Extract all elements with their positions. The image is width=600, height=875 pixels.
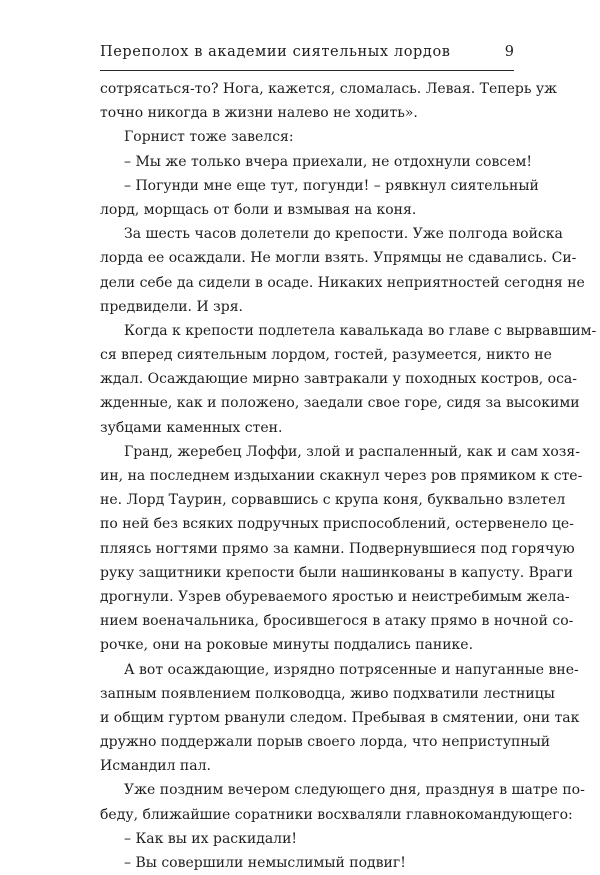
- header-rule: [100, 70, 514, 71]
- text-line: не. Лорд Таурин, сорвавшись с крупа коня, буквально взлетел: [100, 492, 566, 509]
- text-line: – Как вы их раскидали!: [124, 830, 298, 847]
- text-line: ся вперед сиятельным лордом, гостей, разумеется, никто не: [100, 347, 552, 364]
- text-line: нием военачальника, бросившегося в атаку прямо в ночной со-: [100, 613, 574, 630]
- text-line: и общим гуртом рванули следом. Пребывая в смятении, они так: [100, 709, 580, 726]
- text-line: – Погунди мне еще тут, погунди! – рявкнул сиятельный: [124, 177, 539, 194]
- text-line: Гранд, жеребец Лоффи, злой и распаленный, как и сам хозя-: [124, 443, 580, 460]
- text-line: руку защитники крепости были нашинкованы в капусту. Враги: [100, 564, 573, 581]
- text-line: Когда к крепости подлетела кавалькада во главе с вырвавшим-: [124, 322, 597, 339]
- text-line: – Вы совершили немыслимый подвиг!: [124, 855, 406, 871]
- text-line: дружно поддержали порыв своего лорда, что неприступный: [100, 734, 551, 751]
- text-line: ждал. Осаждающие мирно завтракали у походных костров, оса-: [100, 371, 577, 388]
- text-line: запным появлением полководца, живо подхватили лестницы: [100, 685, 555, 702]
- text-line: Исмандил пал.: [100, 758, 211, 775]
- text-line: по ней без всяких подручных приспособлений, остервенело це-: [100, 516, 574, 533]
- text-line: За шесть часов долетели до крепости. Уже полгода войска: [124, 226, 563, 243]
- text-line: зубцами каменных стен.: [100, 419, 283, 436]
- text-line: лорд, морщась от боли и взмывая на коня.: [100, 201, 417, 218]
- text-line: пляясь ногтями прямо за камни. Подвернувшиеся под горячую: [100, 540, 575, 557]
- text-line: жденные, как и положено, заедали свое горе, сидя за высокими: [100, 395, 580, 412]
- text-line: беду, ближайшие соратники восхваляли главнокомандующего:: [100, 806, 573, 823]
- text-line: ин, на последнем издыхании скакнул через ров прямиком к сте-: [100, 468, 583, 484]
- page-header: [100, 44, 514, 68]
- text-line: Уже поздним вечером следующего дня, празднуя в шатре по-: [124, 782, 585, 799]
- text-line: – Мы же только вчера приехали, не отдохнули совсем!: [124, 153, 532, 170]
- text-line: точно никогда в жизни налево не ходить».: [100, 105, 418, 122]
- text-line: сотрясаться-то? Нога, кажется, сломалась. Левая. Теперь уж: [100, 81, 558, 97]
- text-line: дрогнули. Узрев обуреваемого яростью и неистребимым жела-: [100, 588, 570, 605]
- text-line: предвидели. И зря.: [100, 298, 243, 315]
- text-line: лорда ее осаждали. Не могли взять. Упрямцы не сдавались. Си-: [100, 250, 577, 267]
- text-line: дели себе да сидели в осаде. Никаких неприятностей сегодня не: [100, 274, 585, 291]
- text-line: Горнист тоже завелся:: [124, 129, 294, 146]
- text-line: А вот осаждающие, изрядно потрясенные и напуганные вне-: [124, 661, 579, 678]
- text-line: рочке, они на роковые минуты поддались панике.: [100, 637, 474, 654]
- running-title: Переполох в академии сиятельных лордов: [100, 44, 451, 60]
- body-text: [100, 77, 597, 875]
- page-number: 9: [504, 44, 514, 60]
